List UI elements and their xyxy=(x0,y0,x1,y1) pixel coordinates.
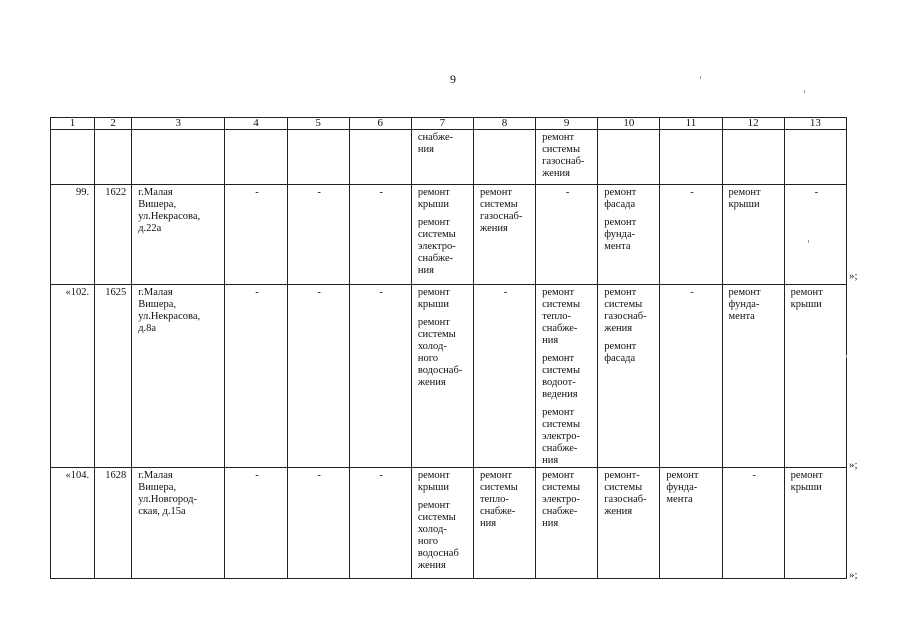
column-header-3: 3 xyxy=(132,118,225,130)
work-cell-9 xyxy=(536,285,598,468)
work-item: ремонт системы электро- снабже- ния xyxy=(417,217,456,276)
work-item: - xyxy=(690,187,694,198)
work-item: ремонт крыши xyxy=(728,187,761,210)
address-text: г.Малая Вишера, ул.Новгород- ская, д.15а xyxy=(138,470,197,517)
work-cell-10 xyxy=(598,468,660,579)
continuation-cell-10 xyxy=(598,130,660,185)
work-cell-9 xyxy=(536,468,598,579)
dash-mark: - xyxy=(379,470,383,481)
column-header-12: 12 xyxy=(722,118,784,130)
dash-mark: - xyxy=(255,187,259,198)
work-cell-7 xyxy=(411,285,473,468)
dash-mark: - xyxy=(255,470,259,481)
column-header-11: 11 xyxy=(660,118,722,130)
row-end-mark: »; xyxy=(849,569,858,581)
continuation-cell-12 xyxy=(722,130,784,185)
work-cell-8 xyxy=(473,185,535,285)
work-cell-11 xyxy=(660,285,722,468)
empty-period-cell xyxy=(349,185,411,285)
work-cell-12 xyxy=(722,468,784,579)
work-item: ремонт системы газоснаб- жения xyxy=(604,287,647,334)
row-number-cell xyxy=(51,468,95,579)
work-item: ремонт крыши xyxy=(417,470,450,493)
table-row xyxy=(51,468,847,579)
row-number: «102. xyxy=(65,287,90,298)
work-item: ремонт системы тепло- снабже- ния xyxy=(542,287,580,346)
dash-mark: - xyxy=(317,287,321,298)
work-item: ремонт фунда- мента xyxy=(728,287,761,322)
work-item: - xyxy=(752,470,756,481)
empty-period-cell xyxy=(287,468,349,579)
scan-speck xyxy=(808,240,809,243)
continuation-cell-3 xyxy=(132,130,225,185)
building-code: 1628 xyxy=(105,470,127,481)
empty-period-cell xyxy=(225,285,287,468)
address-text: г.Малая Вишера, ул.Некрасова, д.8а xyxy=(138,287,201,334)
repair-schedule-table xyxy=(50,117,847,579)
column-header-2: 2 xyxy=(95,118,132,130)
work-item: ремонт системы холод- ного водоснаб жения xyxy=(417,500,459,571)
building-code-cell xyxy=(95,285,132,468)
column-header-4: 4 xyxy=(225,118,287,130)
empty-period-cell xyxy=(349,468,411,579)
scan-speck xyxy=(804,90,805,93)
continuation-cell-5 xyxy=(287,130,349,185)
work-item: ремонт крыши xyxy=(790,287,823,310)
row-end-mark: »; xyxy=(849,459,858,471)
work-cell-7 xyxy=(411,185,473,285)
work-item: ремонт системы холод- ного водоснаб- жения xyxy=(417,317,463,388)
work-item: ремонт системы тепло- снабже- ния xyxy=(479,470,518,529)
continuation-cell-6 xyxy=(349,130,411,185)
work-item: - xyxy=(565,187,570,198)
work-item: ремонт системы электро- снабже- ния xyxy=(542,407,581,466)
work-item: ремонт крыши xyxy=(417,187,450,210)
page-number: 9 xyxy=(450,72,456,86)
work-cell-8 xyxy=(473,285,535,468)
work-item: снабже- ния xyxy=(417,132,454,155)
work-item: - xyxy=(503,287,508,298)
work-item: ремонт фасада xyxy=(604,341,637,364)
work-cell-11 xyxy=(660,185,722,285)
work-item: ремонт фунда- мента xyxy=(604,217,637,252)
work-item: ремонт крыши xyxy=(417,287,450,310)
continuation-cell-1 xyxy=(51,130,95,185)
empty-period-cell xyxy=(225,185,287,285)
empty-period-cell xyxy=(225,468,287,579)
work-item: ремонт крыши xyxy=(790,470,823,493)
work-item: ремонт системы водоот- ведения xyxy=(542,353,580,400)
continuation-cell-2 xyxy=(95,130,132,185)
address-text: г.Малая Вишера, ул.Некрасова, д.22а xyxy=(138,187,201,234)
table-row xyxy=(51,285,847,468)
work-cell-7 xyxy=(411,468,473,579)
dash-mark: - xyxy=(379,287,383,298)
continuation-cell-7 xyxy=(411,130,473,185)
address-cell xyxy=(132,285,225,468)
row-number: 99. xyxy=(75,187,90,198)
scan-speck xyxy=(846,355,847,358)
row-number-cell xyxy=(51,285,95,468)
empty-period-cell xyxy=(349,285,411,468)
work-cell-12 xyxy=(722,285,784,468)
column-header-1: 1 xyxy=(51,118,95,130)
work-item: ремонт системы электро- снабже- ния xyxy=(542,470,581,529)
continuation-row xyxy=(51,130,847,185)
work-cell-11 xyxy=(660,468,722,579)
continuation-cell-8 xyxy=(473,130,535,185)
work-cell-13 xyxy=(784,285,846,468)
column-number-row xyxy=(51,118,847,130)
continuation-cell-9 xyxy=(536,130,598,185)
work-cell-13 xyxy=(784,185,846,285)
work-item: ремонт фасада xyxy=(604,187,637,210)
dash-mark: - xyxy=(255,287,259,298)
dash-mark: - xyxy=(317,187,321,198)
work-cell-10 xyxy=(598,285,660,468)
column-header-9: 9 xyxy=(536,118,598,130)
column-header-6: 6 xyxy=(349,118,411,130)
work-item: ремонт системы газоснаб- жения xyxy=(479,187,523,234)
building-code: 1622 xyxy=(105,187,127,198)
row-end-mark: »; xyxy=(849,270,858,282)
empty-period-cell xyxy=(287,185,349,285)
column-header-13: 13 xyxy=(784,118,846,130)
column-header-8: 8 xyxy=(473,118,535,130)
scan-speck xyxy=(700,76,701,79)
work-cell-10 xyxy=(598,185,660,285)
work-item: ремонт- системы газоснаб- жения xyxy=(604,470,647,517)
column-header-5: 5 xyxy=(287,118,349,130)
work-item: ремонт системы газоснаб- жения xyxy=(542,132,585,179)
work-cell-13 xyxy=(784,468,846,579)
empty-period-cell xyxy=(287,285,349,468)
work-cell-8 xyxy=(473,468,535,579)
address-cell xyxy=(132,185,225,285)
work-item: - xyxy=(690,287,694,298)
dash-mark: - xyxy=(379,187,383,198)
work-cell-9 xyxy=(536,185,598,285)
building-code-cell xyxy=(95,185,132,285)
dash-mark: - xyxy=(317,470,321,481)
building-code-cell xyxy=(95,468,132,579)
table-row xyxy=(51,185,847,285)
continuation-cell-11 xyxy=(660,130,722,185)
work-item: ремонт фунда- мента xyxy=(666,470,699,505)
address-cell xyxy=(132,468,225,579)
building-code: 1625 xyxy=(105,287,127,298)
work-cell-12 xyxy=(722,185,784,285)
continuation-cell-4 xyxy=(225,130,287,185)
row-number: «104. xyxy=(65,470,90,481)
column-header-7: 7 xyxy=(411,118,473,130)
row-number-cell xyxy=(51,185,95,285)
work-item: - xyxy=(814,187,819,198)
continuation-cell-13 xyxy=(784,130,846,185)
column-header-10: 10 xyxy=(598,118,660,130)
